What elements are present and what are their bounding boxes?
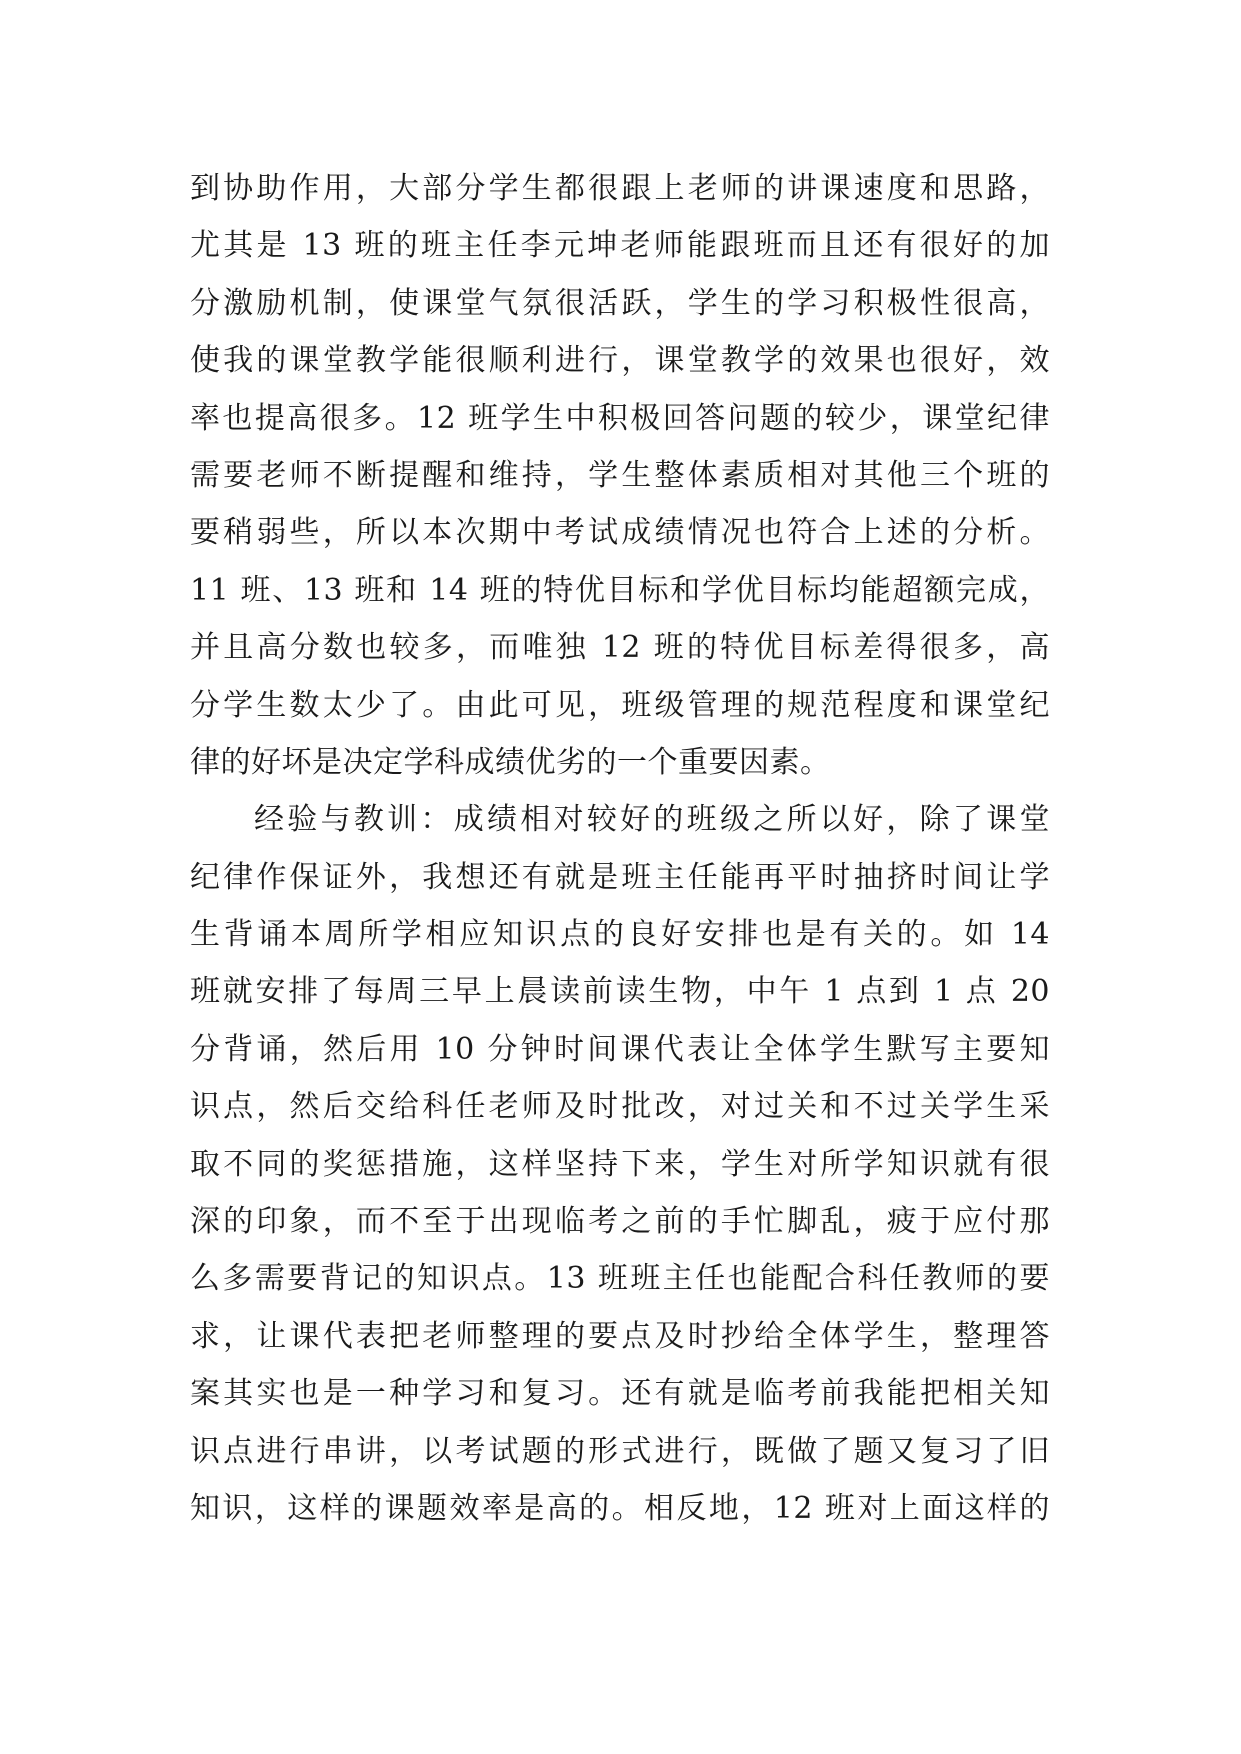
text-line: 深的印象，而不至于出现临考之前的手忙脚乱，疲于应付那 <box>190 1204 1050 1240</box>
text-line: 分学生数太少了。由此可见，班级管理的规范程度和课堂纪 <box>190 687 1050 723</box>
text-line: 知识，这样的课题效率是高的。相反地，12 班对上面这样的 <box>190 1490 1050 1526</box>
text-line: 并且高分数也较多，而唯独 12 班的特优目标差得很多，高 <box>190 630 1050 666</box>
text-line: 要稍弱些，所以本次期中考试成绩情况也符合上述的分析。 <box>190 515 1050 551</box>
text-line: 纪律作保证外，我想还有就是班主任能再平时抽挤时间让学 <box>190 859 1050 895</box>
text-line: 到协助作用，大部分学生都很跟上老师的讲课速度和思路， <box>190 171 1050 206</box>
text-line: 求，让课代表把老师整理的要点及时抄给全体学生，整理答 <box>190 1318 1050 1354</box>
text-line: 生背诵本周所学相应知识点的良好安排也是有关的。如 14 <box>190 917 1050 953</box>
text-line: 取不同的奖惩措施，这样坚持下来，学生对所学知识就有很 <box>190 1146 1050 1182</box>
text-line: 识点进行串讲，以考试题的形式进行，既做了题又复习了旧 <box>190 1433 1050 1469</box>
text-line: 识点，然后交给科任老师及时批改，对过关和不过关学生采 <box>190 1089 1050 1125</box>
text-line: 分激励机制，使课堂气氛很活跃，学生的学习积极性很高， <box>190 285 1050 321</box>
text-line: 使我的课堂教学能很顺利进行，课堂教学的效果也很好，效 <box>190 343 1050 379</box>
text-line: 案其实也是一种学习和复习。还有就是临考前我能把相关知 <box>190 1376 1050 1412</box>
text-line: 需要老师不断提醒和维持，学生整体素质相对其他三个班的 <box>190 457 1050 493</box>
text-line: 班就安排了每周三早上晨读前读生物，中午 1 点到 1 点 20 <box>190 974 1050 1010</box>
text-line: 律的好坏是决定学科成绩优劣的一个重要因素。 <box>190 744 831 780</box>
text-line: 么多需要背记的知识点。13 班班主任也能配合科任教师的要 <box>190 1261 1050 1297</box>
body-text <box>190 160 1050 1537</box>
paragraph-first-line: 经验与教训：成绩相对较好的班级之所以好，除了课堂 <box>254 802 1050 838</box>
text-line: 11 班、13 班和 14 班的特优目标和学优目标均能超额完成， <box>190 572 1050 608</box>
text-line: 率也提高很多。12 班学生中积极回答问题的较少，课堂纪律 <box>190 400 1050 436</box>
text-line: 分背诵，然后用 10 分钟时间课代表让全体学生默写主要知 <box>190 1031 1050 1067</box>
text-line: 尤其是 13 班的班主任李元坤老师能跟班而且还有很好的加 <box>190 228 1050 264</box>
